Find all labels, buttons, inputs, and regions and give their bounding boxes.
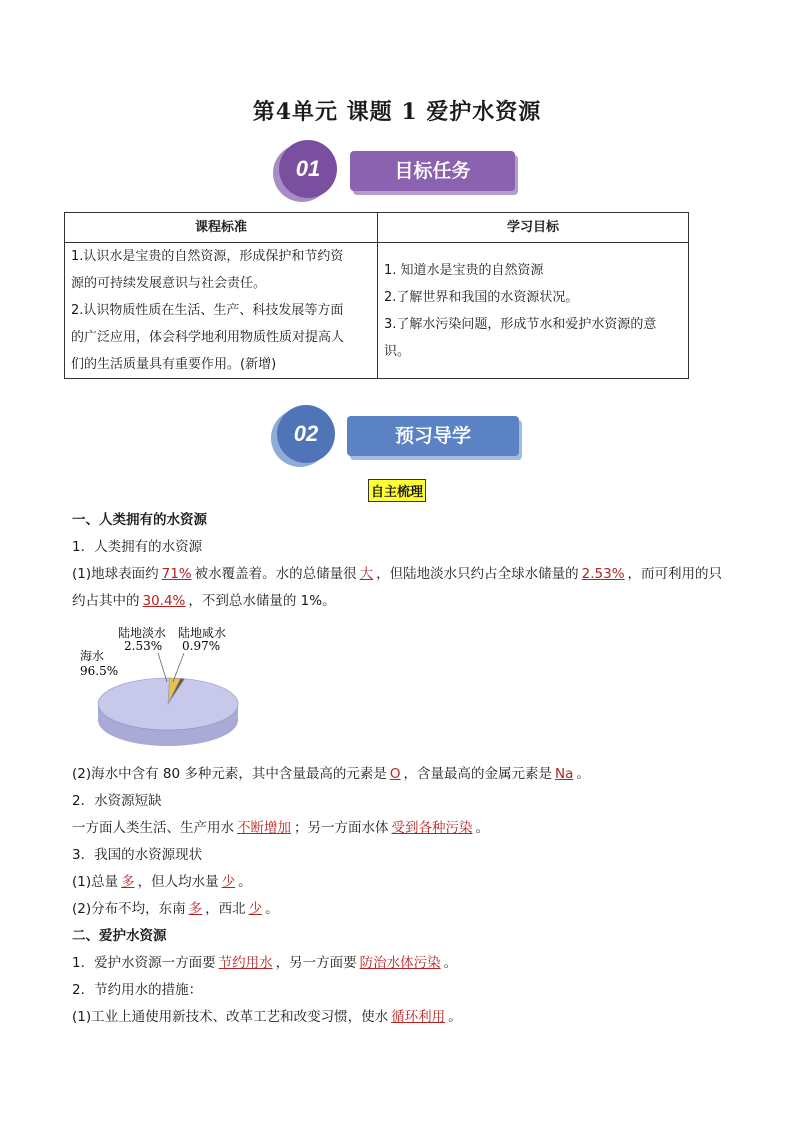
answer-blank: Na bbox=[555, 766, 574, 782]
slice-label: 陆地咸水 bbox=[178, 626, 227, 640]
text: ，但人均水量 bbox=[137, 874, 219, 890]
answer-blank: O bbox=[389, 766, 401, 782]
goals-table bbox=[64, 212, 689, 379]
text: 1．爱护水资源一方面要 bbox=[72, 955, 216, 971]
self-study-tag: 自主梳理 bbox=[368, 479, 426, 502]
subheading: 2．水资源短缺 bbox=[72, 793, 162, 809]
answer-blank: 防治水体污染 bbox=[359, 955, 441, 971]
text: (1)工业上通使用新技术、改革工艺和改变习惯，使水 bbox=[72, 1009, 389, 1025]
section-number: 02 bbox=[277, 405, 335, 463]
slice-value: 0.97% bbox=[182, 639, 221, 653]
paragraph bbox=[72, 562, 722, 582]
paragraph bbox=[72, 589, 336, 609]
text: (2)分布不均，东南 bbox=[72, 901, 186, 917]
text: (1)总量 bbox=[72, 874, 119, 890]
answer-blank: 少 bbox=[221, 874, 236, 890]
section-label: 预习导学 bbox=[347, 416, 519, 456]
text: (2)海水中含有 80 多种元素，其中含量最高的元素是 bbox=[72, 766, 387, 782]
text: 。 bbox=[475, 820, 489, 836]
paragraph bbox=[72, 816, 489, 836]
water-distribution-pie-chart bbox=[72, 612, 244, 752]
answer-blank: 受到各种污染 bbox=[391, 820, 473, 836]
learning-goal-cell bbox=[378, 243, 689, 379]
answer-blank: 大 bbox=[359, 566, 374, 582]
text: 。 bbox=[238, 874, 252, 890]
paragraph bbox=[72, 1005, 462, 1025]
section-label: 目标任务 bbox=[350, 151, 515, 191]
answer-blank: 多 bbox=[188, 901, 203, 917]
paragraph bbox=[72, 870, 252, 890]
answer-blank: 多 bbox=[121, 874, 135, 890]
paragraph bbox=[72, 951, 457, 971]
slice-label: 陆地淡水 bbox=[118, 626, 167, 640]
text: ，西北 bbox=[205, 901, 246, 917]
cell-line: 识。 bbox=[384, 343, 411, 359]
text: ，含量最高的金属元素是 bbox=[403, 766, 553, 782]
pie-slice-海水 bbox=[98, 678, 238, 730]
text: 。 bbox=[265, 901, 279, 917]
page-title: 第4单元 课题 1 爱护水资源 bbox=[252, 99, 542, 125]
text: ；另一方面水体 bbox=[294, 820, 389, 836]
text: 。 bbox=[448, 1009, 462, 1025]
subheading: 3．我国的水资源现状 bbox=[72, 847, 203, 863]
text: ，另一方面要 bbox=[275, 955, 357, 971]
cell-line: 1.认识水是宝贵的自然资源，形成保护和节约资 bbox=[71, 249, 344, 264]
paragraph bbox=[72, 897, 279, 917]
cell-line: 的广泛应用，体会科学地利用物质性质对提高人 bbox=[71, 330, 345, 345]
answer-blank: 少 bbox=[248, 901, 263, 917]
table-header: 课程标准 bbox=[65, 213, 378, 243]
text: (1)地球表面约 bbox=[72, 566, 159, 582]
slice-label: 海水 bbox=[80, 649, 105, 663]
cell-line: 3.了解水污染问题，形成节水和爱护水资源的意 bbox=[384, 316, 657, 332]
slice-value: 2.53% bbox=[124, 639, 163, 653]
curriculum-standard-cell bbox=[65, 243, 378, 379]
table-header: 学习目标 bbox=[378, 213, 689, 243]
answer-blank: 71% bbox=[161, 566, 192, 582]
text: ，不到总水储量的 1%。 bbox=[188, 593, 336, 609]
text: 被水覆盖着。水的总储量很 bbox=[194, 566, 357, 582]
answer-blank: 节约用水 bbox=[218, 955, 273, 971]
slice-value: 96.5% bbox=[80, 664, 119, 678]
text: ，而可利用的只 bbox=[627, 566, 723, 582]
text: ，但陆地淡水只约占全球水储量的 bbox=[376, 566, 579, 582]
heading-2: 二、爱护水资源 bbox=[72, 928, 167, 944]
heading-1: 一、人类拥有的水资源 bbox=[72, 512, 207, 528]
cell-line: 2.认识物质性质在生活、生产、科技发展等方面 bbox=[71, 303, 344, 318]
answer-blank: 循环利用 bbox=[391, 1009, 446, 1025]
text: 。 bbox=[576, 766, 590, 782]
cell-line: 1. 知道水是宝贵的自然资源 bbox=[384, 262, 544, 278]
text: 约占其中的 bbox=[72, 593, 140, 609]
answer-blank: 30.4% bbox=[142, 593, 186, 609]
cell-line: 们的生活质量具有重要作用。(新增) bbox=[71, 357, 277, 372]
answer-blank: 2.53% bbox=[581, 566, 625, 582]
subheading: 1．人类拥有的水资源 bbox=[72, 539, 203, 555]
paragraph bbox=[72, 762, 590, 782]
text: 一方面人类生活、生产用水 bbox=[72, 820, 234, 836]
text: 。 bbox=[443, 955, 458, 971]
section-number: 01 bbox=[279, 140, 337, 198]
answer-blank: 不断增加 bbox=[237, 820, 291, 836]
cell-line: 源的可持续发展意识与社会责任。 bbox=[71, 276, 267, 291]
subheading: 2．节约用水的措施： bbox=[72, 982, 203, 998]
cell-line: 2.了解世界和我国的水资源状况。 bbox=[384, 289, 579, 305]
